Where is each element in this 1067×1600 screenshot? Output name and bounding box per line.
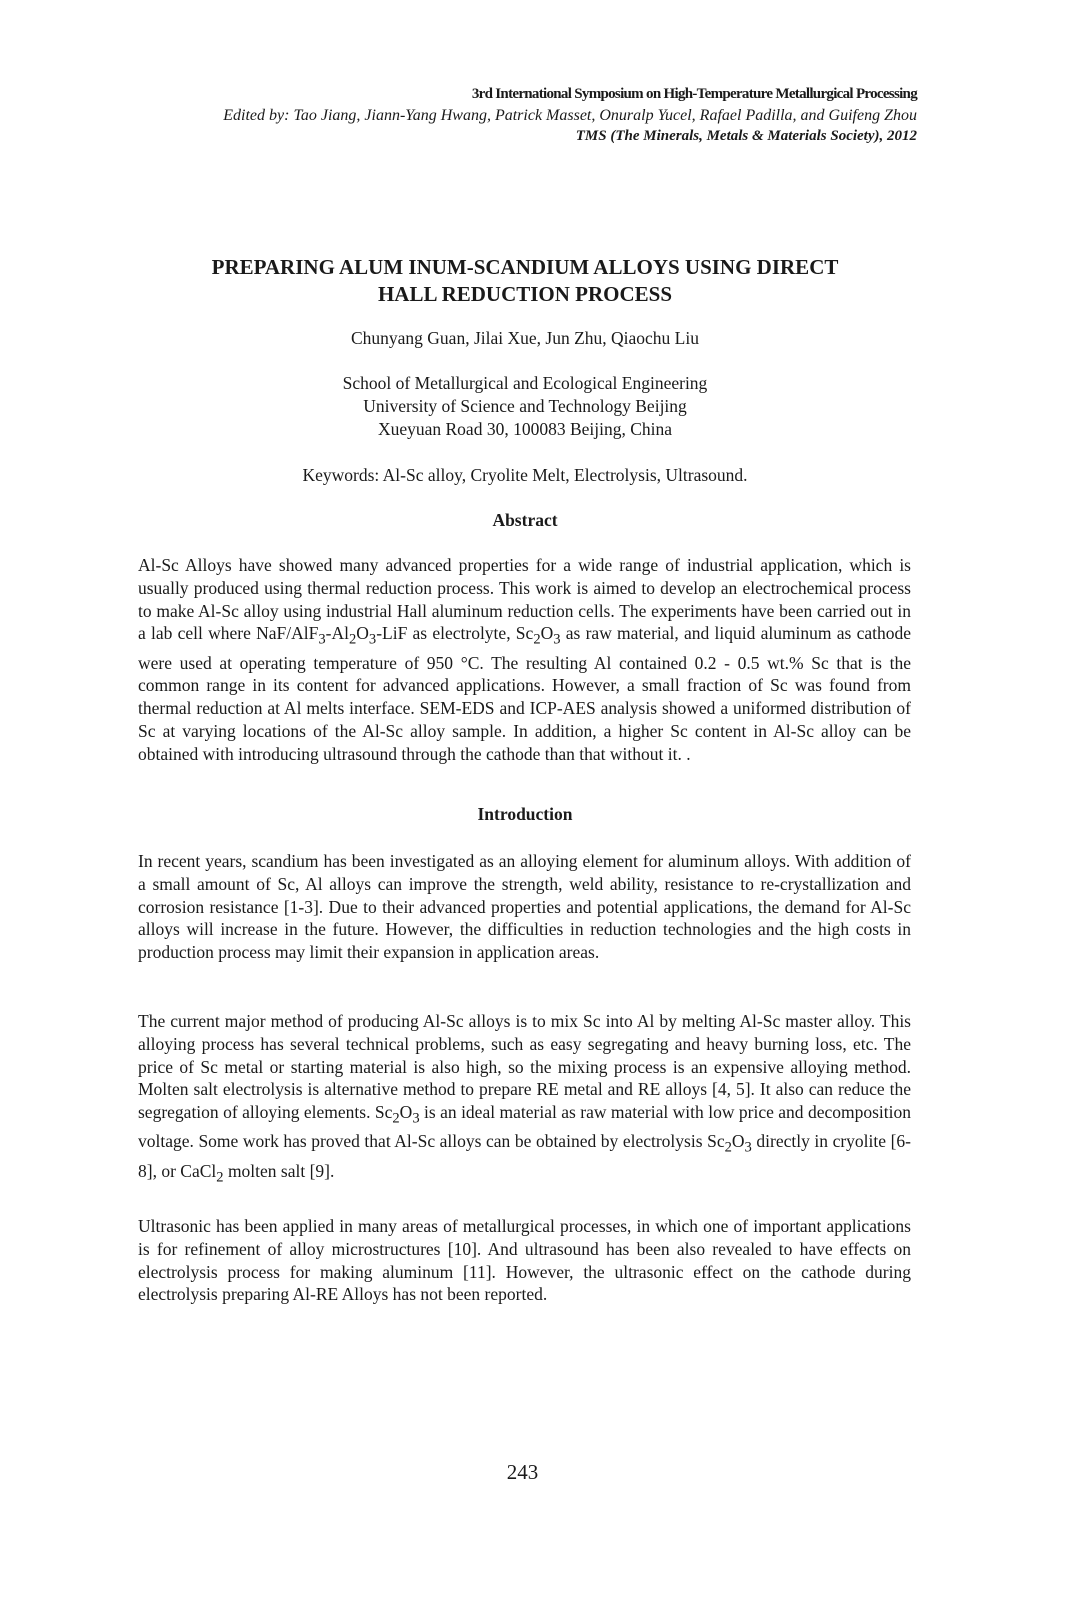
- introduction-heading: Introduction: [477, 804, 573, 824]
- intro2-text-4: O: [731, 1131, 745, 1152]
- running-header: [117, 84, 917, 147]
- intro2-text-3: is an ideal material as raw material with low price and decomposition voltage. Some work has proved that Al-Sc alloys can be obtained by electrolysis Sc: [138, 1102, 912, 1152]
- abstract-text-6: as raw material, and liquid aluminum as cathode were used at operating temperature of 950 °C. The resulting Al contained 0.2 - 0.5 wt.% Sc that is the common range in its content for advanced applications. However, a small fraction of Sc was found from thermal reduction at Al melts interface. SEM-EDS and ICP-AES analysis showed a uniformed distribution of Sc at varying locations of the Al-Sc alloy sample. In addition, a higher Sc content in Al-Sc alloy can be obtained with introducing ultrasound through the cathode than that without it. .: [138, 623, 911, 764]
- intro2-text-5: directly in cryolite [6-8], or CaCl: [138, 1131, 911, 1181]
- title-line-2: HALL REDUCTION PROCESS: [377, 282, 673, 306]
- abstract-text-2: -Al: [325, 623, 349, 644]
- editors-line: Edited by: Tao Jiang, Jiann-Yang Hwang, Patrick Masset, Onuralp Yucel, Rafael Padilla, and Guifeng Zhou: [223, 107, 917, 124]
- abstract-text-3: O: [356, 623, 369, 644]
- affiliation-school: School of Metallurgical and Ecological Engineering: [342, 373, 708, 393]
- keywords: Keywords: Al-Sc alloy, Cryolite Melt, Electrolysis, Ultrasound.: [302, 465, 748, 485]
- intro-paragraph-3: Ultrasonic has been applied in many areas of metallurgical processes, in which one of important applications is for refinement of alloy microstructures [10]. And ultrasound has been also revealed to have effects on electrolysis process for making aluminum [11]. However, the ultrasonic effect on the cathode during electrolysis preparing Al-RE Alloys has not been reported.: [138, 1216, 911, 1305]
- publisher-line: TMS (The Minerals, Metals & Materials Society), 2012: [575, 128, 917, 144]
- subscript: 2: [348, 631, 357, 648]
- affiliation: [140, 372, 910, 441]
- subscript: 2: [392, 1110, 400, 1127]
- subscript: 3: [318, 631, 326, 648]
- intro2-text-6: molten salt [9].: [223, 1160, 335, 1181]
- subscript: 2: [216, 1169, 224, 1186]
- subscript: 2: [533, 631, 541, 648]
- author-list: Chunyang Guan, Jilai Xue, Jun Zhu, Qiaochu Liu: [350, 328, 699, 348]
- intro-paragraph-1: In recent years, scandium has been investigated as an alloying element for aluminum alloys. With addition of a small amount of Sc, Al alloys can improve the strength, weld ability, resistance to re-crystallization and corrosion resistance [1-3]. Due to their advanced properties and potential applications, the demand for Al-Sc alloys will increase in the future. However, the difficulties in reduction technologies and the high costs in production process may limit their expansion in application areas.: [138, 851, 911, 963]
- conference-name: 3rd International Symposium on High-Temperature Metallurgical Processing: [471, 86, 917, 102]
- intro-paragraph-2: [138, 1010, 911, 1189]
- abstract-heading: Abstract: [492, 510, 558, 530]
- abstract-paragraph: [138, 554, 911, 766]
- subscript: 3: [368, 631, 377, 648]
- intro2-text-2: O: [399, 1102, 413, 1123]
- subscript: 3: [744, 1139, 752, 1156]
- abstract-text-5: O: [540, 623, 554, 644]
- abstract-text-1: Al-Sc Alloys have showed many advanced properties for a wide range of industrial application, which is usually produced using thermal reduction process. This work is aimed to develop an electrochemical process to make Al-Sc alloy using industrial Hall aluminum reduction cells. The experiments have been carried out in a lab cell where NaF/AlF: [138, 555, 911, 644]
- page-number: 243: [506, 1460, 539, 1484]
- title-line-1: PREPARING ALUM INUM-SCANDIUM ALLOYS USING DIRECT: [211, 255, 839, 279]
- subscript: 2: [724, 1139, 732, 1156]
- paper-title: [140, 254, 910, 308]
- subscript: 3: [412, 1110, 420, 1127]
- intro2-text-1: The current major method of producing Al-Sc alloys is to mix Sc into Al by melting Al-Sc master alloy. This alloying process has several technical problems, such as easy segregating and heavy burning loss, etc. The price of Sc metal or starting material is also high, so the mixing process is an expensive alloying method. Molten salt electrolysis is alternative method to prepare RE metal and RE alloys [4, 5]. It also can reduce the segregation of alloying elements. Sc: [138, 1011, 911, 1123]
- subscript: 3: [553, 631, 561, 648]
- affiliation-address: Xueyuan Road 30, 100083 Beijing, China: [377, 419, 673, 439]
- abstract-text-4: -LiF as electrolyte, Sc: [376, 623, 534, 644]
- affiliation-university: University of Science and Technology Beijing: [363, 396, 687, 416]
